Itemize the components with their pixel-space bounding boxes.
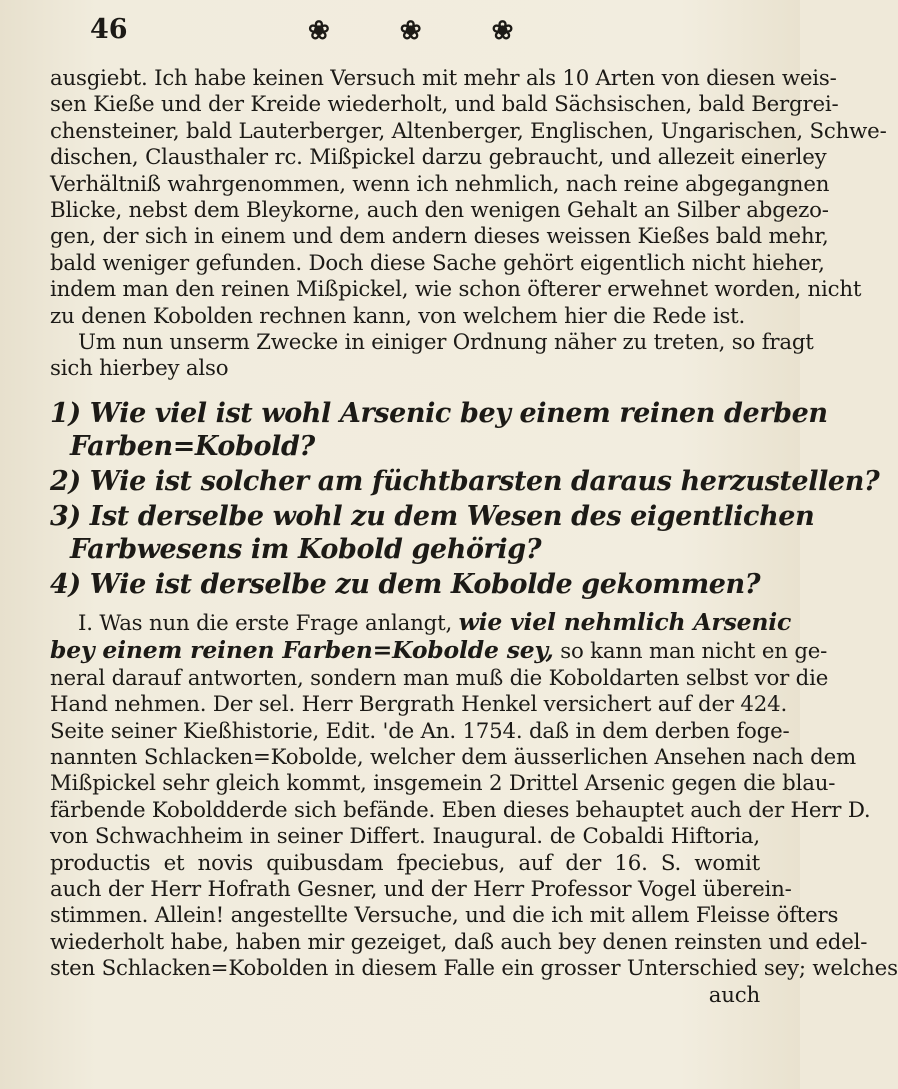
text-line: Mißpickel sehr gleich kommt, insgemein 2 Drittel Arsenic gegen die blau- xyxy=(50,771,836,797)
page-header xyxy=(50,0,760,66)
text-line: gen, der sich in einem und dem andern dieses weissen Kießes bald mehr, xyxy=(50,224,829,250)
text-line: von Schwachheim in seiner Differt. Inaugural. de Cobaldi Hiftoria, xyxy=(50,824,760,850)
text-line: färbende Koboldderde sich befände. Eben dieses behauptet auch der Herr D. xyxy=(50,797,871,823)
paragraph-1 xyxy=(50,66,887,330)
emphasis-text: bey einem reinen Farben=Kobolde sey, xyxy=(50,636,554,665)
question-list xyxy=(50,397,880,601)
question-line: Farbwesens im Kobold gehörig? xyxy=(70,533,542,565)
text-line: productis et novis quibusdam fpeciebus, auf der 16. S. womit xyxy=(50,850,760,876)
text-line: sen Kieße und der Kreide wiederholt, und bald Sächsischen, bald Bergrei- xyxy=(50,92,839,118)
text-line: nannten Schlacken=Kobolde, welcher dem äusserlichen Ansehen nach dem xyxy=(50,744,856,770)
text-line: Seite seiner Kießhistorie, Edit. 'de An. 1754. daß in dem derben foge- xyxy=(50,718,790,744)
question-line: 3) Ist derselbe wohl zu dem Wesen des eigentlichen xyxy=(50,500,815,532)
question-line: Farben=Kobold? xyxy=(70,430,315,462)
text-line: Um nun unserm Zwecke in einiger Ordnung näher zu treten, so fragt xyxy=(78,330,814,356)
text-line: Hand nehmen. Der sel. Herr Bergrath Henkel versichert auf der 424. xyxy=(50,692,788,718)
page-number: 46 xyxy=(90,14,128,45)
ornament-icon: ❀ xyxy=(491,16,514,46)
ornament-icon: ❀ xyxy=(399,16,422,46)
catchword: auch xyxy=(708,982,760,1008)
page-body xyxy=(50,66,898,1009)
question-line: 1) Wie viel ist wohl Arsenic bey einem reinen derben xyxy=(50,397,828,429)
question-2 xyxy=(50,465,880,498)
emphasis-text: wie viel nehmlich Arsenic xyxy=(458,607,792,636)
text-line: stimmen. Allein! angestellte Versuche, und die ich mit allem Fleisse öfters xyxy=(50,903,839,929)
ornament-icon: ❀ xyxy=(308,16,330,46)
text-line: dischen, Clausthaler rc. Mißpickel darzu gebraucht, und allezeit einerley xyxy=(50,145,827,171)
text-run: I. Was nun die erste Frage anlangt, xyxy=(78,610,459,636)
text-line: Blicke, nebst dem Bleykorne, auch den wenigen Gehalt an Silber abgezo- xyxy=(50,198,829,224)
text-run: so kann man nicht en ge- xyxy=(553,639,828,665)
text-line: auch der Herr Hofrath Gesner, und der Herr Professor Vogel überein- xyxy=(50,876,792,902)
text-line: chensteiner, bald Lauterberger, Altenberger, Englischen, Ungarischen, Schwe- xyxy=(50,118,887,144)
text-line: indem man den reinen Mißpickel, wie schon öfterer erwehnet worden, nicht xyxy=(50,277,862,303)
paragraph-2 xyxy=(50,330,814,383)
text-line xyxy=(50,636,828,665)
question-4 xyxy=(50,568,760,601)
text-line: bald weniger gefunden. Doch diese Sache gehört eigentlich nicht hieher, xyxy=(50,250,825,276)
header-ornaments xyxy=(308,16,513,46)
text-line: Verhältniß wahrgenommen, wenn ich nehmlich, nach reine abgegangnen xyxy=(50,171,830,197)
question-3 xyxy=(50,500,815,566)
text-line: wiederholt habe, haben mir gezeiget, daß auch bey denen reinsten und edel- xyxy=(50,929,868,955)
text-line: zu denen Kobolden rechnen kann, von welchem hier die Rede ist. xyxy=(50,303,746,329)
question-line: 4) Wie ist derselbe zu dem Kobolde gekommen? xyxy=(50,568,761,600)
question-1 xyxy=(50,397,828,463)
text-line: ausgiebt. Ich habe keinen Versuch mit mehr als 10 Arten von diesen weis- xyxy=(50,66,837,91)
text-line: sten Schlacken=Kobolden in diesem Falle ein grosser Unterschied sey; welches xyxy=(50,956,898,982)
question-line: 2) Wie ist solcher am füchtbarsten daraus herzustellen? xyxy=(50,465,880,497)
text-line: neral darauf antworten, sondern man muß die Koboldarten selbst vor die xyxy=(50,665,829,691)
paragraph-3 xyxy=(50,607,898,1009)
text-line xyxy=(50,607,792,637)
text-line: sich hierbey also xyxy=(50,356,229,382)
